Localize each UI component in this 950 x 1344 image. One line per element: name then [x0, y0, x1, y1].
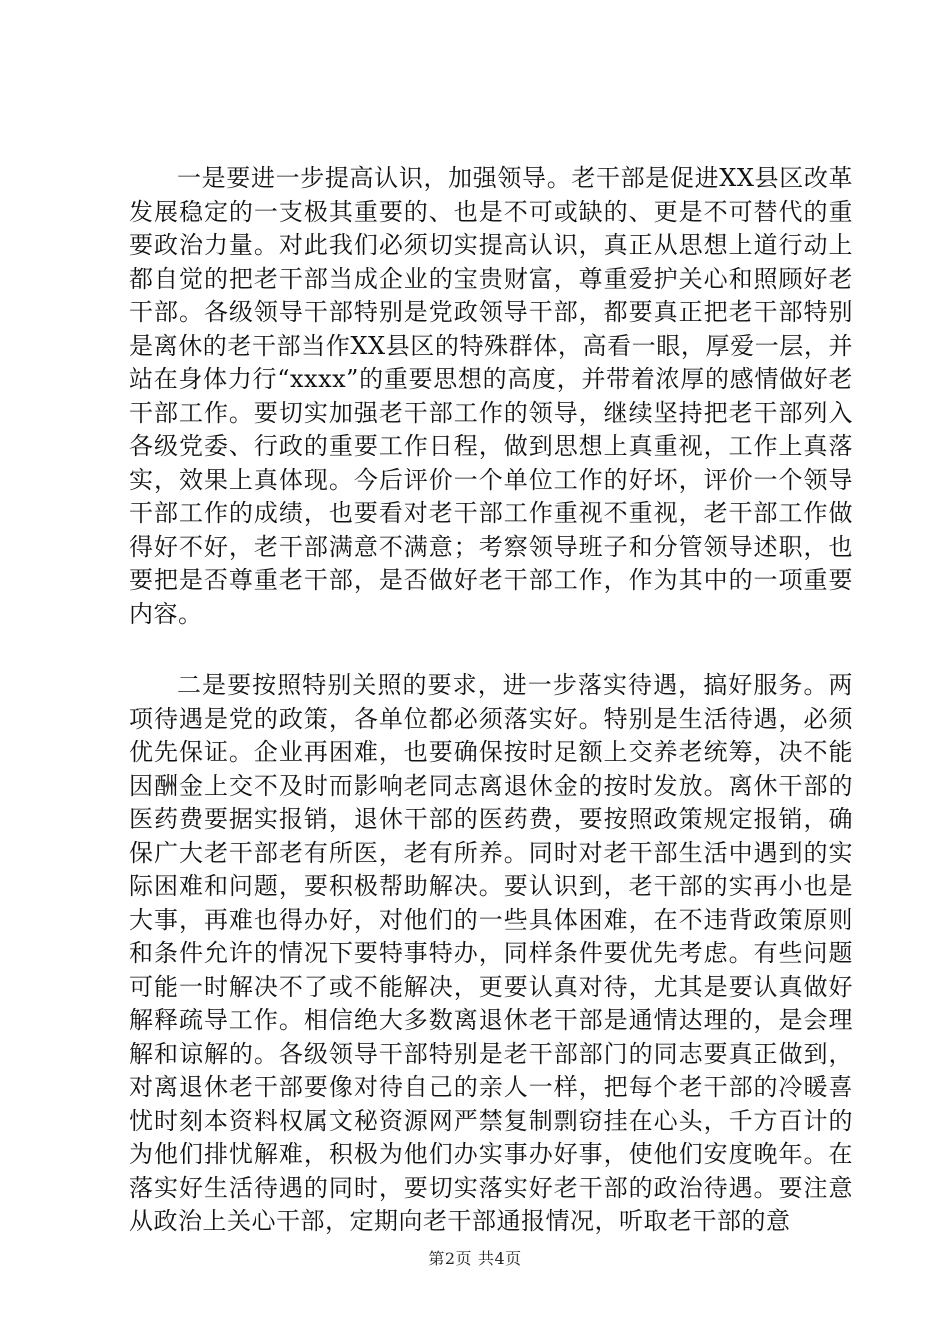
page-number: 第2页	[428, 1249, 472, 1268]
page-footer	[0, 1246, 950, 1269]
page-total: 共4页	[478, 1249, 522, 1268]
paragraph-1: 一是要进一步提高认识，加强领导。老干部是促进XX县区改革发展稳定的一支极其重要的、也是不可或缺的、更是不可替代的重要政治力量。对此我们必须切实提高认识，真正从思想上道行动上都自觉的把老干部当成企业的宝贵财富，尊重爱护关心和照顾好老干部。各级领导干部特别是党政领导干部，都要真正把老干部特别是离休的老干部当作XX县区的特殊群体，高看一眼，厚爱一层，并站在身体力行“xxxx”的重要思想的高度，并带着浓厚的感情做好老干部工作。要切实加强老干部工作的领导，继续坚持把老干部列入各级党委、行政的重要工作日程，做到思想上真重视，工作上真落实，效果上真体现。今后评价一个单位工作的好坏，评价一个领导干部工作的成绩，也要看对老干部工作重视不重视，老干部工作做得好不好，老干部满意不满意；考察领导班子和分管领导述职，也要把是否尊重老干部，是否做好老干部工作，作为其中的一项重要内容。	[129, 164, 853, 628]
document-body	[129, 162, 853, 1239]
paragraph-2: 二是要按照特别关照的要求，进一步落实待遇，搞好服务。两项待遇是党的政策，各单位都必须落实好。特别是生活待遇，必须优先保证。企业再困难，也要确保按时足额上交养老统筹，决不能因酬金上交不及时而影响老同志离退休金的按时发放。离休干部的医药费要据实报销，退休干部的医药费，要按照政策规定报销，确保广大老干部老有所医，老有所养。同时对老干部生活中遇到的实际困难和问题，要积极帮助解决。要认识到，老干部的实再小也是大事，再难也得办好，对他们的一些具体困难，在不违背政策原则和条件允许的情况下要特事特办，同样条件要优先考虑。有些问题可能一时解决不了或不能解决，更要认真对待，尤其是要认真做好解释疏导工作。相信绝大多数离退休老干部是通情达理的，是会理解和谅解的。各级领导干部特别是老干部部门的同志要真正做到，对离退休老干部要像对待自己的亲人一样，把每个老干部的冷暖喜忧时刻本资料权属文秘资源网严禁复制剽窃挂在心头，千方百计的为他们排忧解难，积极为他们办实事办好事，使他们安度晚年。在落实好生活待遇的同时，要切实落实好老干部的政治待遇。要注意从政治上关心干部，定期向老干部通报情况，听取老干部的意	[129, 671, 853, 1235]
